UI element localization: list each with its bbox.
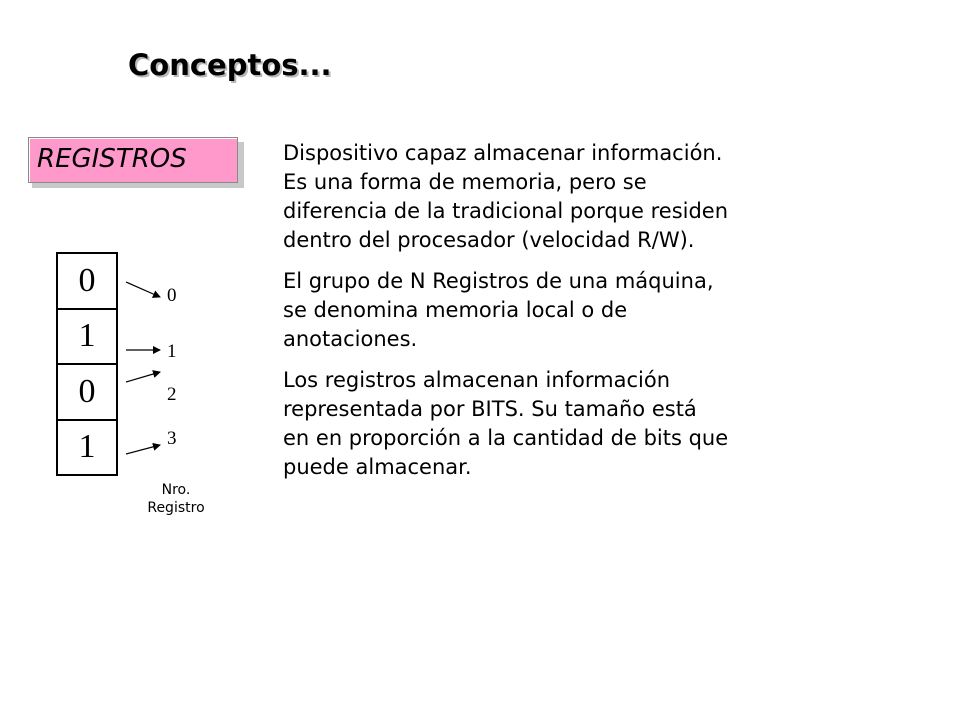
text-line: se denomina memoria local o de	[283, 298, 628, 322]
text-line: Los registros almacenan información	[283, 368, 671, 392]
definition-text	[283, 139, 909, 494]
caption-line-1: Nro.	[161, 482, 191, 498]
paragraph-definition	[283, 139, 909, 255]
text-line: diferencia de la tradicional porque residen	[283, 199, 729, 223]
text-line: Es una forma de memoria, pero se	[283, 170, 647, 194]
register-bit-2: 0	[58, 363, 116, 419]
text-line: en en proporción a la cantidad de bits que	[283, 426, 729, 450]
register-index-1: 1	[167, 341, 177, 362]
register-bit-3: 1	[58, 419, 116, 475]
text-line: anotaciones.	[283, 327, 418, 351]
register-bit-1: 1	[58, 308, 116, 364]
register-index-3: 3	[167, 428, 177, 449]
registros-badge-label: REGISTROS	[37, 144, 187, 174]
text-line: puede almacenar.	[283, 455, 472, 479]
register-bit-0: 0	[78, 261, 96, 299]
paragraph-bits	[283, 366, 909, 482]
arrow-0	[126, 282, 160, 297]
slide-title: Conceptos...	[128, 48, 332, 82]
register-index-0: 0	[167, 285, 177, 306]
arrow-2	[126, 372, 160, 382]
text-line: El grupo de N Registros de una máquina,	[283, 269, 714, 293]
text-line: dentro del procesador (velocidad R/W).	[283, 228, 695, 252]
arrow-3	[126, 445, 160, 454]
caption-line-2: Registro	[147, 500, 205, 516]
register-number-caption	[126, 481, 226, 517]
paragraph-local-memory	[283, 267, 909, 354]
text-line: Dispositivo capaz almacenar información.	[283, 141, 723, 165]
register-index-2: 2	[167, 384, 177, 405]
text-line: representada por BITS. Su tamaño está	[283, 397, 697, 421]
